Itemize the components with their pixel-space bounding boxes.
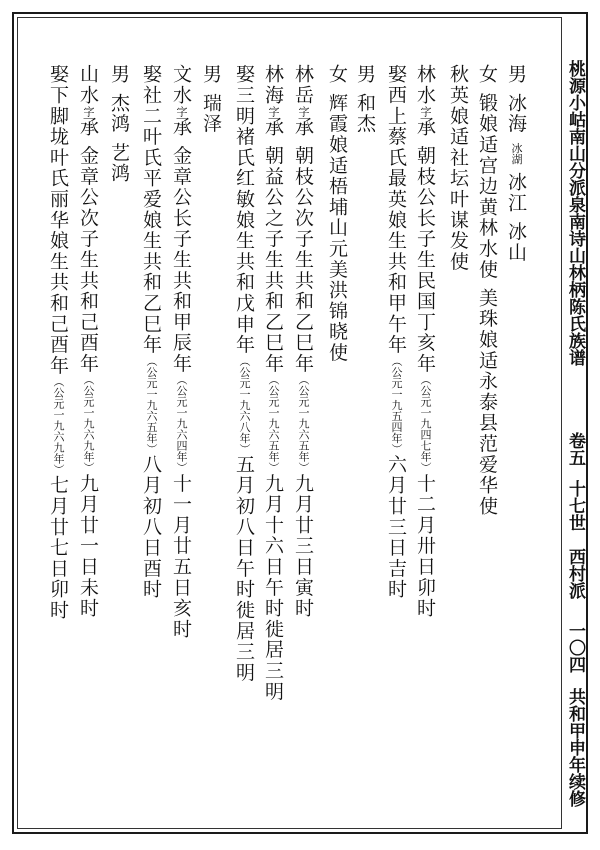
edition-label: 共和甲申年续修 — [565, 688, 585, 807]
column-text: 娶社二叶氏平爱娘生共和乙巳年 — [140, 64, 162, 356]
column-small-text: （公元一九四七年） — [419, 374, 432, 474]
column-small-text: （公元一九六九年） — [82, 374, 95, 474]
text-column — [414, 64, 436, 619]
column-text: 瑞泽 — [200, 84, 222, 135]
column-text: 七月廿七日卯时 — [47, 475, 69, 621]
column-text: 承 朝益公之子生共和乙巳年 — [262, 116, 284, 375]
text-column — [326, 64, 348, 363]
column-text: 文水 — [170, 64, 192, 106]
column-text: 辉霞娘适梧埔山元美洪锦晓使 — [326, 84, 348, 364]
column-small-text: 字 — [175, 105, 188, 117]
column-text: 八月初八日酉时 — [140, 454, 162, 600]
column-text: 承 朝枝公长子生民国丁亥年 — [414, 116, 436, 375]
column-small-text: （公元一九六八年） — [238, 355, 251, 455]
text-column — [476, 64, 498, 517]
column-small-text: （公元一九六五年） — [267, 374, 280, 474]
column-text: 十二月卅日卯时 — [414, 473, 436, 619]
column-text: 九月廿一日未时 — [77, 473, 99, 619]
text-column — [233, 64, 255, 683]
text-column — [292, 64, 314, 619]
column-small-text: 字 — [82, 105, 95, 117]
volume-label: 卷五 — [565, 432, 585, 466]
column-text: 和杰 — [354, 84, 376, 135]
column-text: 六月廿三日吉时 — [385, 454, 407, 600]
column-small-text: 字 — [267, 105, 280, 117]
column-small-text: 字 — [297, 105, 310, 117]
column-text: 娶下脚垅叶氏丽华娘生共和己酉年 — [47, 64, 69, 376]
column-small-text: 字 — [419, 105, 432, 117]
column-text: 林岳 — [292, 64, 314, 106]
branch-label: 西村派 — [565, 548, 585, 599]
column-text: 男 — [505, 64, 527, 85]
column-text: 女 — [326, 64, 348, 85]
text-column — [47, 64, 69, 621]
column-small-text: （公元一九六五年） — [145, 355, 158, 455]
column-text: 九月廿三日寅时 — [292, 473, 314, 619]
text-column — [77, 64, 99, 619]
text-column — [354, 64, 376, 134]
column-text: 林海 — [262, 64, 284, 106]
column-text: 林水 — [414, 64, 436, 106]
column-text: 女 — [476, 64, 498, 85]
column-text: 秋英娘适社坛叶谋发使 — [447, 64, 469, 272]
column-text: 承 金章公长子生共和甲辰年 — [170, 116, 192, 375]
column-text: 锻娘适宫边黄林水使 美珠娘适永泰县范爱华使 — [476, 84, 498, 517]
column-text: 承 金章公次子生共和己酉年 — [77, 116, 99, 375]
column-text: 冰海 — [505, 84, 527, 143]
column-text: 山水 — [77, 64, 99, 106]
text-column — [447, 64, 469, 272]
column-small-text: 冰湖 — [510, 142, 523, 165]
genealogy-title: 桃源小岵南山分派泉南诗山林柄陈氏族谱 — [565, 60, 585, 366]
text-column — [140, 64, 162, 600]
column-text: 冰江 冰山 — [505, 164, 527, 263]
text-column — [170, 64, 192, 639]
column-text: 男 — [200, 64, 222, 85]
column-small-text: （公元一九六五年） — [297, 374, 310, 474]
column-text: 十一月廿五日亥时 — [170, 473, 192, 640]
column-small-text: （公元一九六四年） — [175, 374, 188, 474]
column-text: 承 朝枝公次子生共和乙巳年 — [292, 116, 314, 375]
text-column — [108, 64, 130, 184]
column-small-text: （公元一九五四年） — [390, 355, 403, 455]
column-small-text: （公元一九六九年） — [52, 376, 65, 475]
column-text: 男 — [354, 64, 376, 85]
text-column — [200, 64, 222, 134]
text-column — [385, 64, 407, 600]
column-text: 娶西上蔡氏最英娘生共和甲午年 — [385, 64, 407, 356]
column-text: 杰鸿 艺鸿 — [108, 84, 130, 184]
text-column — [505, 64, 527, 263]
column-text: 五月初八日午时徙居三明 — [233, 454, 255, 684]
generation-label: 十七世 — [565, 480, 585, 531]
column-text: 九月十六日午时徙居三明 — [262, 473, 284, 702]
page-number: 一〇四 — [565, 622, 585, 673]
text-column — [262, 64, 284, 702]
column-text: 娶三明褚氏红敏娘生共和戊申年 — [233, 64, 255, 356]
column-text: 男 — [108, 64, 130, 85]
